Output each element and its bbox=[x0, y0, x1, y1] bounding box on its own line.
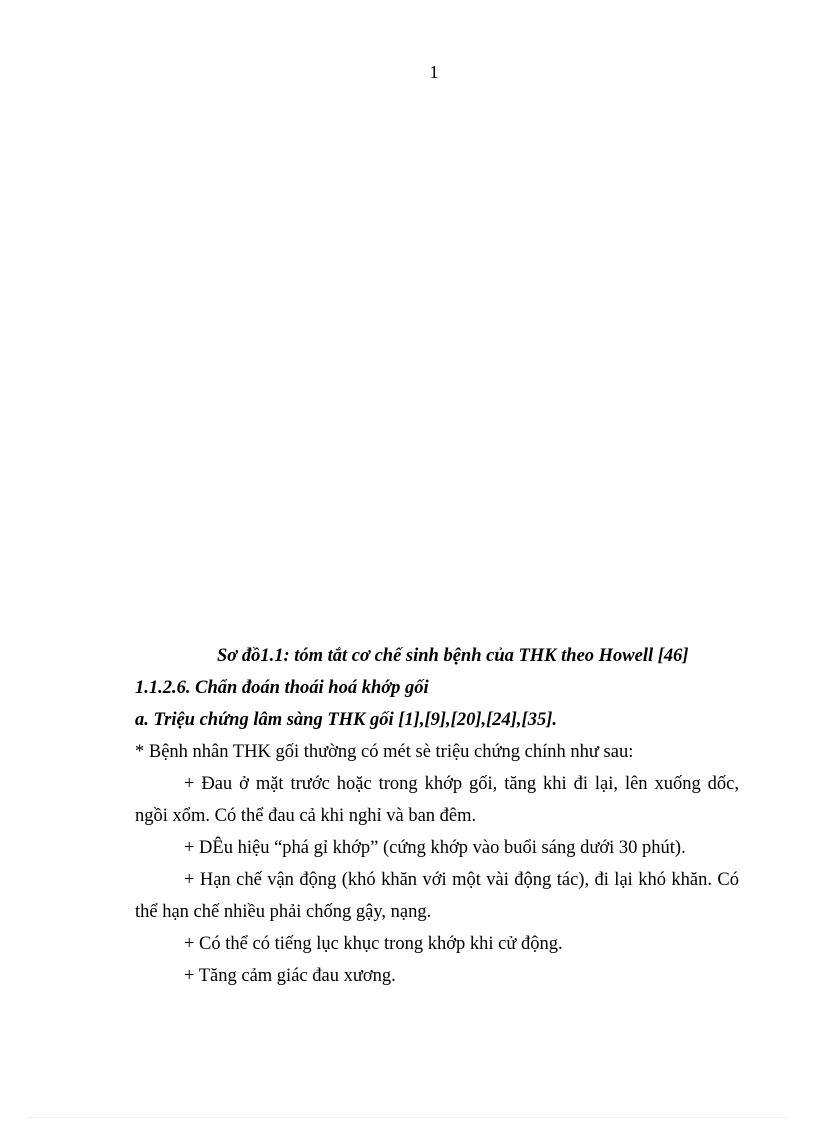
section-heading: 1.1.2.6. Chẩn đoán thoái hoá khớp gối bbox=[135, 678, 429, 698]
page-number: 1 bbox=[429, 62, 439, 82]
symptom-item-1-line-2: ngồi xổm. Có thể đau cả khi nghỉ và ban đêm. bbox=[135, 806, 477, 826]
symptom-item-3-line-2: thể hạn chế nhiều phải chống gậy, nạng. bbox=[135, 902, 432, 922]
symptom-item-3-line-1: + Hạn chế vận động (khó khăn với một vài động tác), đi lại khó khăn. Có bbox=[184, 870, 739, 890]
section-subheading: a. Triệu chứng lâm sàng THK gối [1],[9],[20],[24],[35]. bbox=[135, 710, 557, 730]
page-bottom-rule bbox=[28, 1117, 788, 1118]
symptom-item-1-line-1: + Đau ở mặt trước hoặc trong khớp gối, tăng khi đi lại, lên xuống dốc, bbox=[184, 774, 739, 794]
symptom-item-4: + Có thể có tiếng lục khục trong khớp khi cử động. bbox=[184, 934, 563, 954]
symptom-item-5: + Tăng cảm giác đau xương. bbox=[184, 966, 396, 986]
symptom-item-2: + DÊu hiệu “phá gỉ khớp” (cứng khớp vào buổi sáng dưới 30 phút). bbox=[184, 838, 686, 858]
intro-paragraph: * Bệnh nhân THK gối thường có mét sè triệu chứng chính như sau: bbox=[135, 742, 634, 762]
diagram-caption: Sơ đồ1.1: tóm tắt cơ chế sinh bệnh của THK theo Howell [46] bbox=[217, 646, 689, 666]
